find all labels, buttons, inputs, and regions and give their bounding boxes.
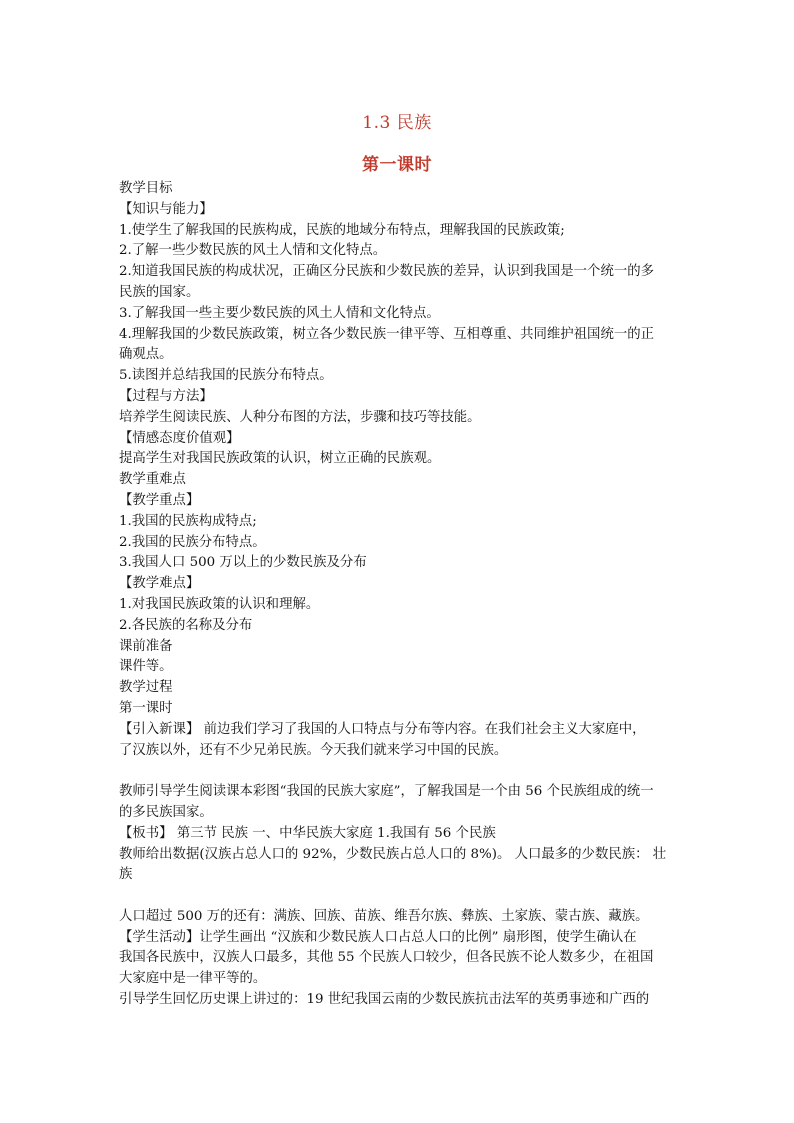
text-line: 教师给出数据(汉族占总人口的 92%，少数民族占总人口的 8%)。 人口最多的少数民族： 壮: [119, 846, 667, 862]
text-line: 【板书】 第三节 民族 一、中华民族大家庭 1.我国有 56 个民族: [119, 825, 496, 841]
text-line: 课前准备: [119, 638, 173, 654]
text-line: 【学生活动】让学生画出 “汉族和少数民族人口占总人口的比例” 扇形图，使学生确认在: [119, 929, 637, 945]
document-body: [119, 179, 679, 1011]
text-line: 课件等。: [119, 659, 173, 675]
text-line: 的多民族国家。: [119, 804, 213, 820]
text-line: 了汉族以外，还有不少兄弟民族。今天我们就来学习中国的民族。: [119, 742, 508, 758]
text-line: 2.各民族的名称及分布: [119, 617, 253, 633]
text-line: 大家庭中是一律平等的。: [119, 971, 267, 987]
text-line: 第一课时: [119, 700, 173, 716]
text-line: 【教学重点】: [119, 492, 200, 508]
blank-line: [119, 886, 679, 907]
text-line: 3.我国人口 500 万以上的少数民族及分布: [119, 555, 367, 571]
text-line: 2.知道我国民族的构成状况，正确区分民族和少数民族的差异，认识到我国是一个统一的多: [119, 264, 655, 280]
text-line: 1.对我国民族政策的认识和理解。: [119, 596, 320, 612]
text-line: 引导学生回忆历史课上讲过的：19 世纪我国云南的少数民族抗击法军的英勇事迹和广西的: [119, 992, 650, 1008]
text-line: 族: [119, 867, 133, 883]
text-line: 2.了解一些少数民族的风土人情和文化特点。: [119, 243, 387, 259]
document-subtitle: 第一课时: [362, 155, 432, 175]
blank-line: [119, 761, 679, 782]
text-line: 教学目标: [119, 181, 173, 196]
text-line: 提高学生对我国民族政策的认识，树立正确的民族观。: [119, 451, 441, 467]
text-line: 教学过程: [119, 680, 173, 696]
text-line: 【过程与方法】: [119, 388, 213, 404]
text-line: 3.了解我国一些主要少数民族的风土人情和文化特点。: [119, 305, 440, 321]
text-line: 确观点。: [119, 347, 173, 363]
document-title: 1.3 民族: [362, 113, 432, 133]
text-line: 2.我国的民族分布特点。: [119, 534, 266, 550]
text-line: 【知识与能力】: [119, 201, 213, 217]
text-line: 【情感态度价值观】: [119, 430, 240, 446]
text-line: 我国各民族中，汉族人口最多，其他 55 个民族人口较少，但各民族不论人数多少，在祖国: [119, 950, 654, 966]
text-line: 4.理解我国的少数民族政策，树立各少数民族一律平等、互相尊重、共同维护祖国统一的正: [119, 326, 655, 342]
text-line: 【引入新课】 前边我们学习了我国的人口特点与分布等内容。在我们社会主义大家庭中，: [119, 721, 646, 737]
text-line: 1.使学生了解我国的民族构成，民族的地域分布特点，理解我国的民族政策;: [119, 222, 565, 238]
text-line: 1.我国的民族构成特点;: [119, 513, 257, 529]
text-line: 【教学难点】: [119, 576, 200, 592]
text-line: 培养学生阅读民族、人种分布图的方法，步骤和技巧等技能。: [119, 409, 481, 425]
text-line: 人口超过 500 万的还有：满族、回族、苗族、维吾尔族、彝族、土家族、蒙古族、藏族。: [119, 908, 649, 924]
text-line: 5.读图并总结我国的民族分布特点。: [119, 368, 333, 384]
text-line: 民族的国家。: [119, 284, 200, 300]
text-line: 教师引导学生阅读课本彩图“我国的民族大家庭”，了解我国是一个由 56 个民族组成的统一: [119, 784, 654, 800]
text-line: 教学重难点: [119, 472, 186, 488]
